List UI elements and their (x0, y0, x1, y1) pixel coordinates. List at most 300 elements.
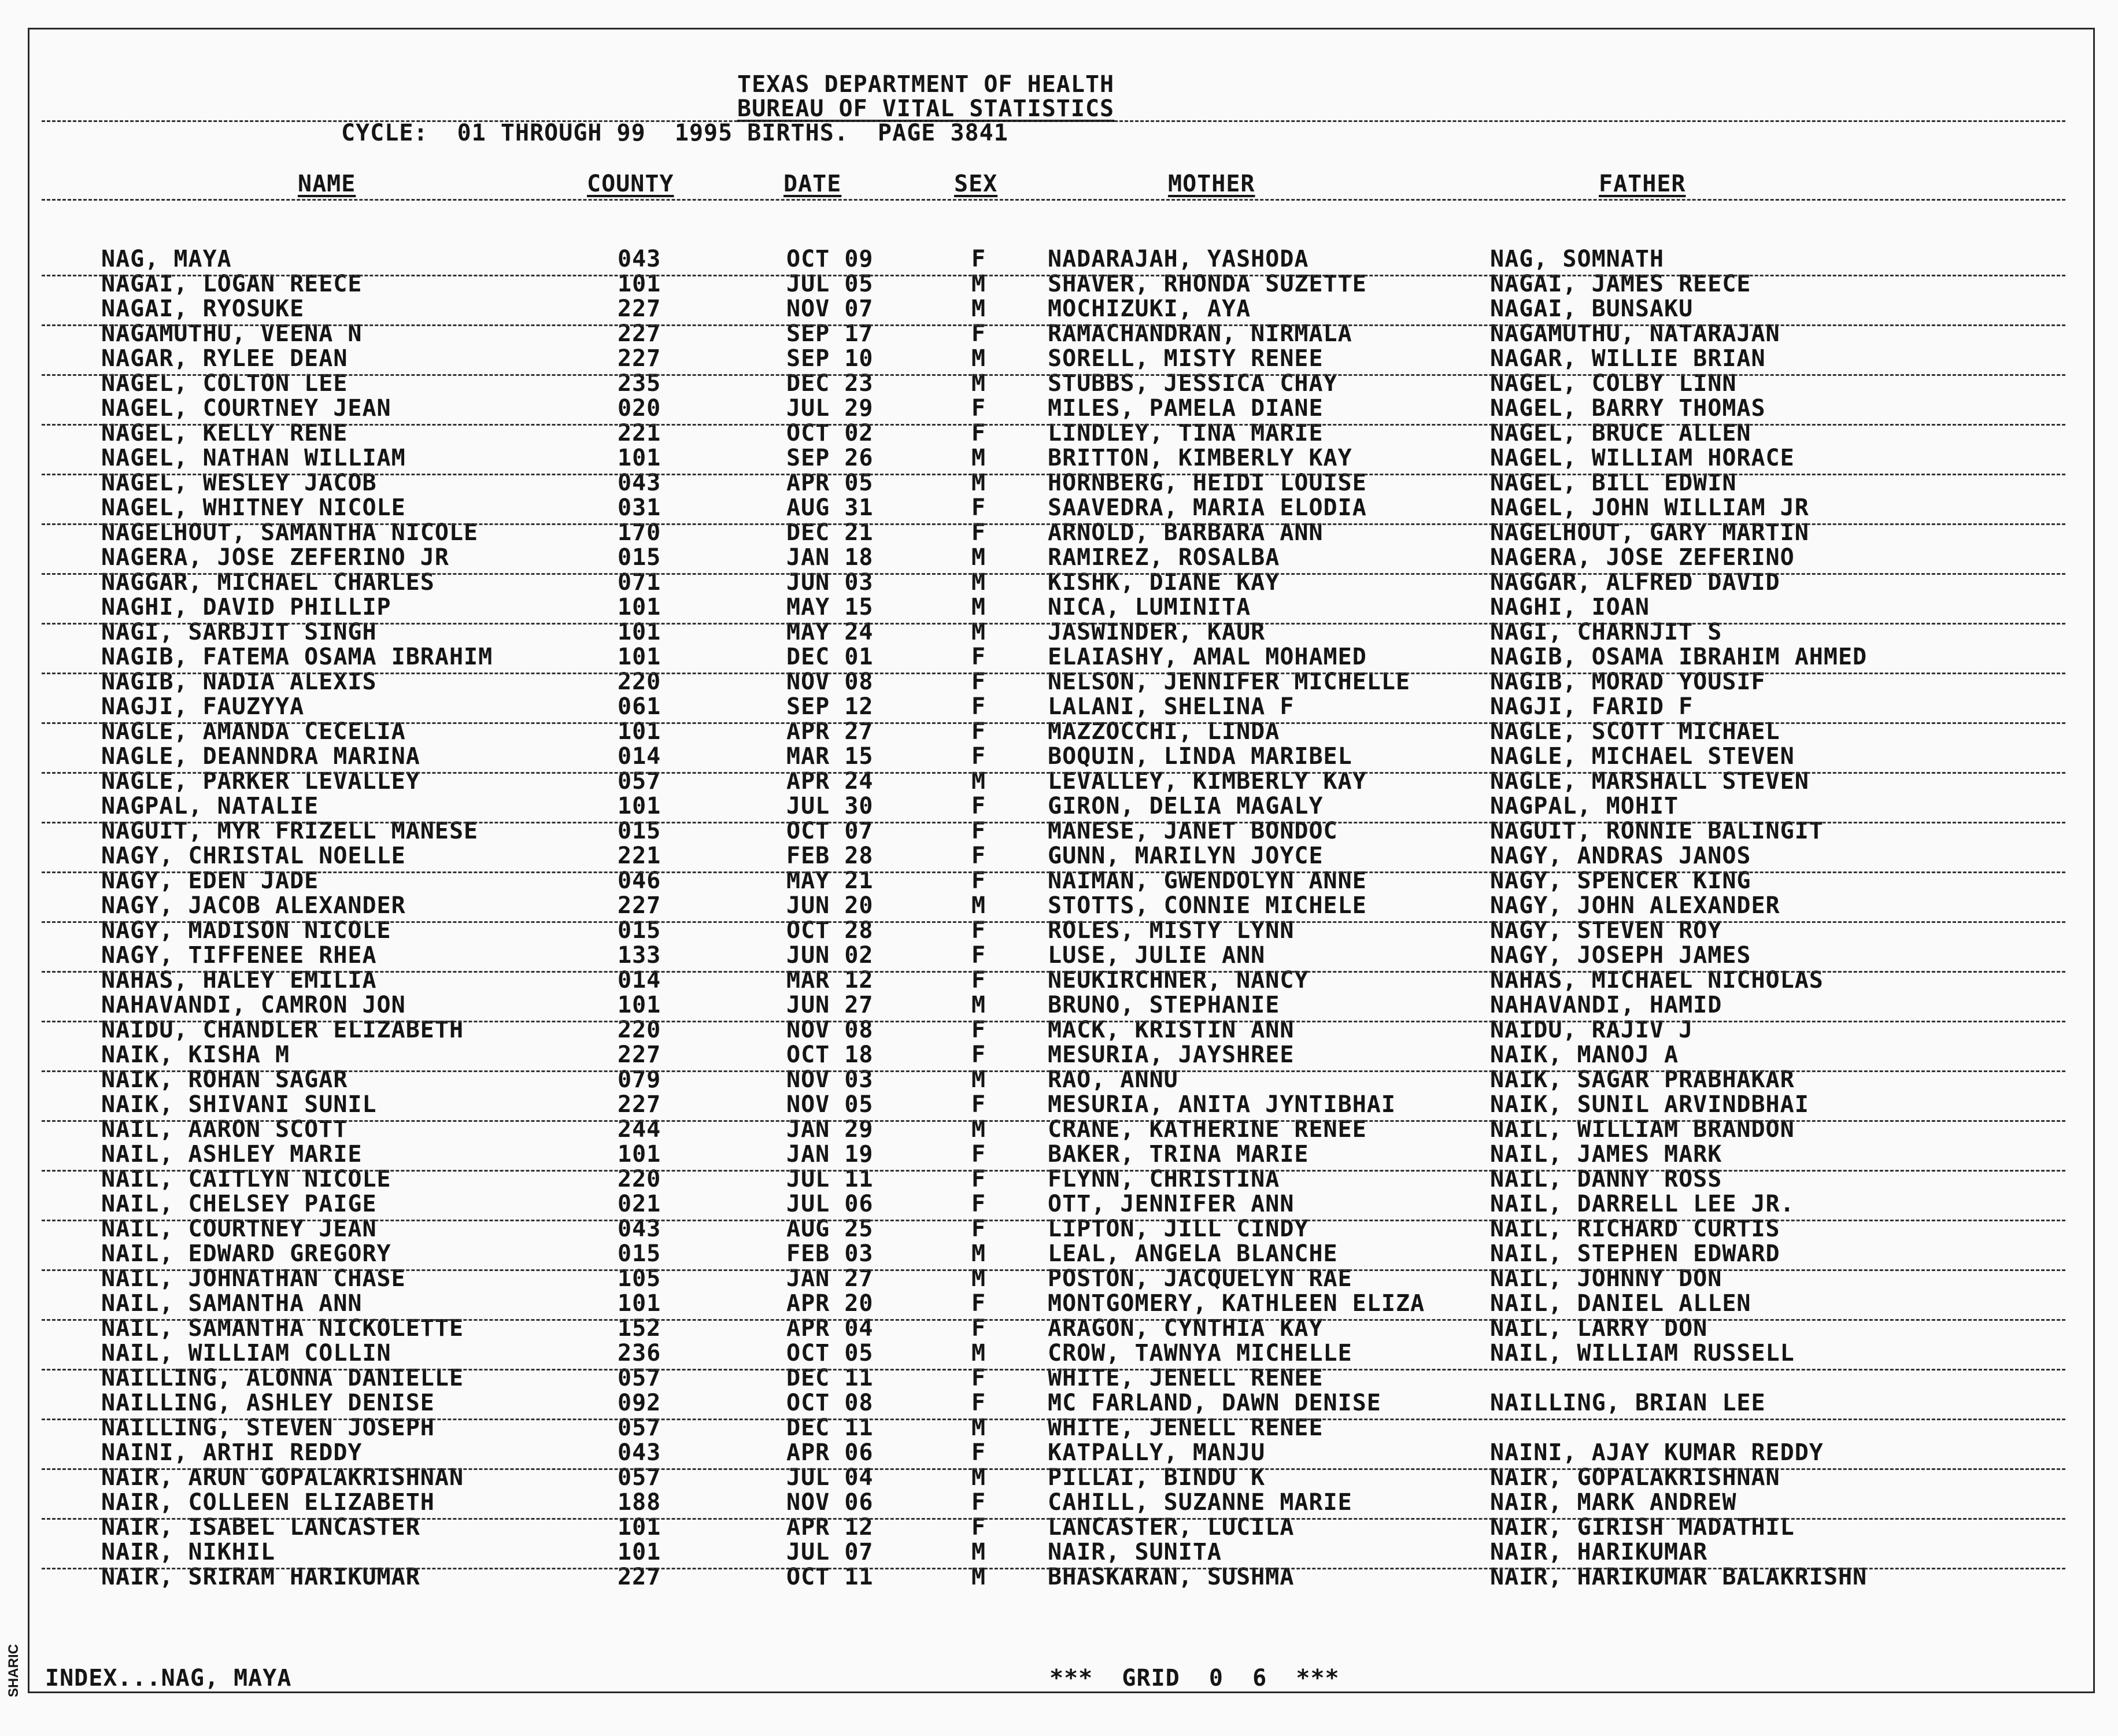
cell-county: 220 (618, 668, 661, 695)
cell-mother: ELAIASHY, AMAL MOHAMED (1048, 644, 1367, 670)
cell-county: 101 (618, 594, 661, 620)
table-row (0, 793, 2118, 819)
table-row (0, 495, 2118, 520)
cell-father: NAGY, JOSEPH JAMES (1490, 942, 1751, 969)
cell-name: NAGLE, AMANDA CECELIA (101, 718, 406, 745)
row-divider (42, 623, 2065, 625)
cell-county: 235 (618, 370, 661, 397)
cell-county: 227 (618, 892, 661, 919)
table-row (0, 1490, 2118, 1515)
cell-date: MAR 15 (786, 743, 874, 770)
cell-date: SEP 10 (786, 345, 874, 372)
cell-father: NAIL, DANIEL ALLEN (1490, 1290, 1751, 1317)
cell-date: AUG 31 (786, 494, 874, 521)
cell-name: NAIL, EDWARD GREGORY (101, 1240, 391, 1267)
cell-father: NAIK, MANOJ A (1490, 1041, 1679, 1068)
cell-mother: LEAL, ANGELA BLANCHE (1048, 1240, 1338, 1267)
cell-father: NAGEL, BARRY THOMAS (1490, 395, 1766, 422)
cell-mother: KATPALLY, MANJU (1048, 1439, 1266, 1466)
cell-father: NAGLE, MARSHALL STEVEN (1490, 768, 1809, 795)
cell-county: 188 (618, 1489, 661, 1516)
cell-name: NAGGAR, MICHAEL CHARLES (101, 569, 435, 596)
cell-sex: F (971, 644, 986, 670)
table-row (0, 346, 2118, 371)
cell-county: 221 (618, 420, 661, 446)
table-row (0, 1191, 2118, 1217)
cell-mother: MESURIA, ANITA JYNTIBHAI (1048, 1091, 1396, 1118)
cell-sex: F (971, 395, 986, 422)
cell-sex: M (971, 619, 986, 645)
cell-county: 057 (618, 1365, 661, 1391)
cell-name: NAGAI, LOGAN REECE (101, 271, 363, 297)
cell-mother: MACK, KRISTIN ANN (1048, 1017, 1295, 1043)
cell-mother: BRITTON, KIMBERLY KAY (1048, 445, 1352, 471)
cell-mother: BHASKARAN, SUSHMA (1048, 1564, 1295, 1590)
cell-date: DEC 11 (786, 1414, 874, 1441)
cell-mother: BRUNO, STEPHANIE (1048, 992, 1280, 1018)
cell-county: 221 (618, 843, 661, 869)
cell-name: NAGAR, RYLEE DEAN (101, 345, 348, 372)
footer-index: INDEX...NAG, MAYA (45, 1665, 292, 1691)
cell-date: JAN 29 (786, 1116, 874, 1143)
cell-county: 014 (618, 743, 661, 770)
cell-mother: LEVALLEY, KIMBERLY KAY (1048, 768, 1367, 795)
row-divider (42, 971, 2065, 973)
row-divider (42, 1468, 2065, 1470)
cell-father: NAGY, STEVEN ROY (1490, 917, 1723, 944)
cell-name: NAGEL, WHITNEY NICOLE (101, 494, 406, 521)
cell-name: NAHAVANDI, CAMRON JON (101, 992, 406, 1018)
row-divider (42, 1518, 2065, 1520)
cell-date: MAR 12 (786, 967, 874, 993)
cell-sex: M (971, 271, 986, 297)
cell-sex: F (971, 668, 986, 695)
table-row (0, 843, 2118, 869)
cell-date: APR 04 (786, 1315, 874, 1342)
cell-mother: PILLAI, BINDU K (1048, 1464, 1266, 1491)
cell-county: 061 (618, 693, 661, 720)
cell-date: OCT 02 (786, 420, 874, 446)
cell-father: NAGEL, WILLIAM HORACE (1490, 445, 1795, 471)
cell-date: JUL 11 (786, 1166, 874, 1192)
row-divider (42, 1269, 2065, 1271)
cell-mother: POSTON, JACQUELYN RAE (1048, 1265, 1352, 1292)
cell-father: NAHAVANDI, HAMID (1490, 992, 1723, 1018)
cell-name: NAINI, ARTHI REDDY (101, 1439, 363, 1466)
cell-mother: RAMIREZ, ROSALBA (1048, 544, 1280, 571)
cell-county: 079 (618, 1066, 661, 1093)
row-divider (42, 1369, 2065, 1371)
cell-sex: M (971, 1116, 986, 1143)
table-row (0, 1142, 2118, 1167)
cell-county: 021 (618, 1191, 661, 1217)
cell-county: 015 (618, 544, 661, 571)
cell-father: NAGLE, MICHAEL STEVEN (1490, 743, 1795, 770)
column-header-father: FATHER (1599, 171, 1686, 197)
cell-date: SEP 26 (786, 445, 874, 471)
cell-sex: F (971, 519, 986, 546)
cell-father: NAGPAL, MOHIT (1490, 793, 1679, 819)
cell-name: NAGY, EDEN JADE (101, 867, 319, 894)
cell-sex: M (971, 768, 986, 795)
cell-name: NAGLE, PARKER LEVALLEY (101, 768, 420, 795)
cell-name: NAILLING, ASHLEY DENISE (101, 1390, 435, 1416)
cell-name: NAG, MAYA (101, 246, 232, 272)
cell-date: OCT 09 (786, 246, 874, 272)
cell-father: NAIL, WILLIAM BRANDON (1490, 1116, 1795, 1143)
cell-county: 227 (618, 1091, 661, 1118)
cell-date: APR 12 (786, 1514, 874, 1541)
table-row (0, 992, 2118, 1018)
cell-county: 227 (618, 296, 661, 322)
cell-name: NAGEL, KELLY RENE (101, 420, 348, 446)
cell-mother: MESURIA, JAYSHREE (1048, 1041, 1295, 1068)
cell-name: NAGJI, FAUZYYA (101, 693, 305, 720)
cell-father: NAG, SOMNATH (1490, 246, 1664, 272)
cell-date: NOV 06 (786, 1489, 874, 1516)
cell-date: OCT 18 (786, 1041, 874, 1068)
cell-sex: M (971, 470, 986, 496)
cell-father: NAGI, CHARNJIT S (1490, 619, 1723, 645)
cell-mother: LALANI, SHELINA F (1048, 693, 1295, 720)
cell-sex: F (971, 793, 986, 819)
table-row (0, 893, 2118, 918)
table-row (0, 396, 2118, 421)
cell-name: NAILLING, ALONNA DANIELLE (101, 1365, 464, 1391)
column-header-county: COUNTY (587, 171, 674, 197)
cell-county: 227 (618, 320, 661, 347)
cell-date: JAN 27 (786, 1265, 874, 1292)
cell-mother: CROW, TAWNYA MICHELLE (1048, 1340, 1352, 1366)
cell-county: 101 (618, 1290, 661, 1317)
cell-father: NAIL, JAMES MARK (1490, 1141, 1723, 1168)
cell-county: 015 (618, 917, 661, 944)
cell-county: 220 (618, 1166, 661, 1192)
cell-county: 071 (618, 569, 661, 596)
cell-father: NAIL, STEPHEN EDWARD (1490, 1240, 1780, 1267)
cell-name: NAIK, SHIVANI SUNIL (101, 1091, 377, 1118)
cell-name: NAGAMUTHU, VEENA N (101, 320, 363, 347)
row-divider (42, 921, 2065, 923)
table-row (0, 943, 2118, 968)
cell-mother: WHITE, JENELL RENEE (1048, 1365, 1324, 1391)
row-divider (42, 1021, 2065, 1022)
cell-name: NAGEL, COURTNEY JEAN (101, 395, 391, 422)
cell-father: NAIK, SAGAR PRABHAKAR (1490, 1066, 1795, 1093)
cell-date: OCT 11 (786, 1564, 874, 1590)
cell-name: NAGY, CHRISTAL NOELLE (101, 843, 406, 869)
cell-mother: ROLES, MISTY LYNN (1048, 917, 1295, 944)
cell-county: 101 (618, 992, 661, 1018)
cell-name: NAHAS, HALEY EMILIA (101, 967, 377, 993)
cell-sex: M (971, 1240, 986, 1267)
row-divider (42, 374, 2065, 376)
cell-date: NOV 07 (786, 296, 874, 322)
cell-name: NAIL, ASHLEY MARIE (101, 1141, 363, 1168)
cell-sex: M (971, 345, 986, 372)
cell-mother: BAKER, TRINA MARIE (1048, 1141, 1309, 1168)
cell-father: NAGGAR, ALFRED DAVID (1490, 569, 1780, 596)
cell-father: NAIL, JOHNNY DON (1490, 1265, 1723, 1292)
table-row (0, 545, 2118, 570)
cell-mother: SAAVEDRA, MARIA ELODIA (1048, 494, 1367, 521)
cell-name: NAGERA, JOSE ZEFERINO JR (101, 544, 449, 571)
cell-county: 020 (618, 395, 661, 422)
cell-date: APR 20 (786, 1290, 874, 1317)
cell-mother: LANCASTER, LUCILA (1048, 1514, 1295, 1541)
cell-sex: F (971, 1191, 986, 1217)
cell-county: 101 (618, 793, 661, 819)
cell-name: NAIL, AARON SCOTT (101, 1116, 348, 1143)
cell-sex: F (971, 1166, 986, 1192)
cell-county: 227 (618, 1564, 661, 1590)
cell-father: NAIL, DARRELL LEE JR. (1490, 1191, 1795, 1217)
cell-sex: F (971, 967, 986, 993)
cell-mother: LIPTON, JILL CINDY (1048, 1216, 1309, 1242)
cell-date: NOV 05 (786, 1091, 874, 1118)
cell-father: NAIL, WILLIAM RUSSELL (1490, 1340, 1795, 1366)
cell-name: NAGELHOUT, SAMANTHA NICOLE (101, 519, 479, 546)
cell-date: JUN 03 (786, 569, 874, 596)
cell-county: 015 (618, 818, 661, 844)
cell-date: AUG 25 (786, 1216, 874, 1242)
cell-county: 101 (618, 445, 661, 471)
cell-mother: FLYNN, CHRISTINA (1048, 1166, 1280, 1192)
cell-mother: KISHK, DIANE KAY (1048, 569, 1280, 596)
row-divider (42, 722, 2065, 724)
cell-date: OCT 28 (786, 917, 874, 944)
cell-county: 031 (618, 494, 661, 521)
cell-sex: F (971, 718, 986, 745)
table-row (0, 445, 2118, 471)
cell-date: JUL 04 (786, 1464, 874, 1491)
cell-mother: CRANE, KATHERINE RENEE (1048, 1116, 1367, 1143)
cell-county: 057 (618, 768, 661, 795)
cell-mother: WHITE, JENELL RENEE (1048, 1414, 1324, 1441)
cell-father: NAGLE, SCOTT MICHAEL (1490, 718, 1780, 745)
cell-name: NAGY, JACOB ALEXANDER (101, 892, 406, 919)
divider-header (42, 199, 2065, 201)
cell-county: 043 (618, 470, 661, 496)
cell-sex: F (971, 867, 986, 894)
cell-sex: M (971, 1066, 986, 1093)
cell-date: JUN 20 (786, 892, 874, 919)
cell-sex: F (971, 818, 986, 844)
cell-county: 101 (618, 619, 661, 645)
cell-father: NAIR, HARIKUMAR BALAKRISHN (1490, 1564, 1868, 1590)
cell-sex: F (971, 1489, 986, 1516)
header-department: TEXAS DEPARTMENT OF HEALTH (737, 71, 1115, 98)
cell-father: NAIL, RICHARD CURTIS (1490, 1216, 1780, 1242)
cell-father: NAGIB, OSAMA IBRAHIM AHMED (1490, 644, 1868, 670)
cell-mother: SORELL, MISTY RENEE (1048, 345, 1324, 372)
cell-sex: F (971, 1514, 986, 1541)
cell-name: NAGIB, NADIA ALEXIS (101, 668, 377, 695)
cell-date: OCT 05 (786, 1340, 874, 1366)
cell-mother: BOQUIN, LINDA MARIBEL (1048, 743, 1352, 770)
cell-mother: MILES, PAMELA DIANE (1048, 395, 1324, 422)
cell-sex: M (971, 370, 986, 397)
cell-father: NAIR, GIRISH MADATHIL (1490, 1514, 1795, 1541)
cell-county: 101 (618, 1539, 661, 1565)
cell-date: JAN 18 (786, 544, 874, 571)
row-divider (42, 474, 2065, 475)
cell-mother: SHAVER, RHONDA SUZETTE (1048, 271, 1367, 297)
cell-date: OCT 07 (786, 818, 874, 844)
cell-sex: F (971, 917, 986, 944)
cell-county: 057 (618, 1464, 661, 1491)
cell-father: NAIR, HARIKUMAR (1490, 1539, 1708, 1565)
cell-county: 220 (618, 1017, 661, 1043)
cell-name: NAIR, SRIRAM HARIKUMAR (101, 1564, 420, 1590)
side-stamp-text: SHARIC (6, 1643, 21, 1697)
cell-date: JUN 27 (786, 992, 874, 1018)
cell-name: NAIL, SAMANTHA NICKOLETTE (101, 1315, 464, 1342)
cell-county: 227 (618, 1041, 661, 1068)
cell-sex: M (971, 1564, 986, 1590)
cell-date: DEC 01 (786, 644, 874, 670)
cell-father: NAGEL, JOHN WILLIAM JR (1490, 494, 1809, 521)
cell-father: NAGAR, WILLIE BRIAN (1490, 345, 1766, 372)
cell-father: NAIR, GOPALAKRISHNAN (1490, 1464, 1780, 1491)
cell-county: 101 (618, 1514, 661, 1541)
cell-father: NAGEL, BILL EDWIN (1490, 470, 1737, 496)
cell-name: NAILLING, STEVEN JOSEPH (101, 1414, 435, 1441)
table-row (0, 1440, 2118, 1465)
cell-date: JUN 02 (786, 942, 874, 969)
cell-sex: M (971, 1464, 986, 1491)
cell-sex: M (971, 1539, 986, 1565)
cell-name: NAIL, WILLIAM COLLIN (101, 1340, 391, 1366)
cell-father: NAILLING, BRIAN LEE (1490, 1390, 1766, 1416)
cell-mother: NELSON, JENNIFER MICHELLE (1048, 668, 1411, 695)
table-row (0, 1241, 2118, 1266)
cell-father: NAIK, SUNIL ARVINDBHAI (1490, 1091, 1809, 1118)
cell-sex: F (971, 1439, 986, 1466)
cell-date: JUL 30 (786, 793, 874, 819)
cell-mother: NAIR, SUNITA (1048, 1539, 1222, 1565)
cell-county: 101 (618, 1141, 661, 1168)
cell-mother: RAO, ANNU (1048, 1066, 1178, 1093)
cell-father: NAGAMUTHU, NATARAJAN (1490, 320, 1780, 347)
cell-mother: GUNN, MARILYN JOYCE (1048, 843, 1324, 869)
cell-sex: M (971, 296, 986, 322)
cell-name: NAIK, KISHA M (101, 1041, 290, 1068)
cell-mother: MAZZOCCHI, LINDA (1048, 718, 1280, 745)
table-row (0, 296, 2118, 322)
cell-date: SEP 17 (786, 320, 874, 347)
cell-date: APR 27 (786, 718, 874, 745)
cell-mother: CAHILL, SUZANNE MARIE (1048, 1489, 1352, 1516)
cell-mother: NADARAJAH, YASHODA (1048, 246, 1309, 272)
cell-county: 043 (618, 246, 661, 272)
cell-sex: F (971, 1041, 986, 1068)
cell-father: NAGEL, COLBY LINN (1490, 370, 1737, 397)
cell-mother: STUBBS, JESSICA CHAY (1048, 370, 1338, 397)
cell-county: 101 (618, 271, 661, 297)
cell-date: JUL 06 (786, 1191, 874, 1217)
cell-name: NAIR, NIKHIL (101, 1539, 275, 1565)
table-row (0, 1390, 2118, 1416)
cell-sex: F (971, 1290, 986, 1317)
row-divider (42, 1419, 2065, 1420)
cell-name: NAGI, SARBJIT SINGH (101, 619, 377, 645)
cell-sex: M (971, 1414, 986, 1441)
table-row (0, 1042, 2118, 1068)
cell-mother: GIRON, DELIA MAGALY (1048, 793, 1324, 819)
row-divider (42, 1070, 2065, 1072)
cell-father: NAIL, LARRY DON (1490, 1315, 1708, 1342)
row-divider (42, 324, 2065, 326)
cell-sex: M (971, 594, 986, 620)
cell-date: MAY 21 (786, 867, 874, 894)
cell-name: NAGAI, RYOSUKE (101, 296, 305, 322)
cell-sex: F (971, 494, 986, 521)
row-divider (42, 1120, 2065, 1122)
cell-name: NAGEL, COLTON LEE (101, 370, 348, 397)
cell-sex: M (971, 569, 986, 596)
cell-mother: NAIMAN, GWENDOLYN ANNE (1048, 867, 1367, 894)
cell-sex: M (971, 1340, 986, 1366)
table-row (0, 594, 2118, 620)
cell-county: 043 (618, 1439, 661, 1466)
cell-name: NAIK, ROHAN SAGAR (101, 1066, 348, 1093)
cell-name: NAGY, MADISON NICOLE (101, 917, 391, 944)
cell-name: NAIL, CAITLYN NICOLE (101, 1166, 391, 1192)
cell-mother: NEUKIRCHNER, NANCY (1048, 967, 1309, 993)
cell-date: JUL 29 (786, 395, 874, 422)
table-row (0, 1539, 2118, 1565)
row-divider (42, 424, 2065, 426)
cell-sex: F (971, 693, 986, 720)
cell-sex: F (971, 1091, 986, 1118)
cell-mother: MONTGOMERY, KATHLEEN ELIZA (1048, 1290, 1425, 1317)
cell-father: NAGERA, JOSE ZEFERINO (1490, 544, 1795, 571)
cell-father: NAINI, AJAY KUMAR REDDY (1490, 1439, 1824, 1466)
column-header-sex: SEX (954, 171, 998, 197)
row-divider (42, 1319, 2065, 1321)
cell-sex: F (971, 1017, 986, 1043)
cell-sex: M (971, 892, 986, 919)
cell-father: NAHAS, MICHAEL NICHOLAS (1490, 967, 1824, 993)
header-bureau: BUREAU OF VITAL STATISTICS (737, 95, 1115, 122)
row-divider (42, 871, 2065, 873)
cell-county: 092 (618, 1390, 661, 1416)
header-cycle: CYCLE: 01 THROUGH 99 1995 BIRTHS. PAGE 3841 (341, 120, 1008, 146)
cell-mother: JASWINDER, KAUR (1048, 619, 1266, 645)
cell-father: NAGHI, IOAN (1490, 594, 1650, 620)
cell-date: FEB 03 (786, 1240, 874, 1267)
column-header-date: DATE (783, 171, 842, 197)
cell-father: NAGAI, BUNSAKU (1490, 296, 1694, 322)
cell-county: 133 (618, 942, 661, 969)
cell-sex: M (971, 544, 986, 571)
row-divider (42, 772, 2065, 774)
cell-sex: M (971, 992, 986, 1018)
cell-mother: OTT, JENNIFER ANN (1048, 1191, 1295, 1217)
cell-mother: RAMACHANDRAN, NIRMALA (1048, 320, 1352, 347)
cell-mother: MOCHIZUKI, AYA (1048, 296, 1251, 322)
table-row (0, 1291, 2118, 1316)
cell-county: 152 (618, 1315, 661, 1342)
cell-name: NAIR, COLLEEN ELIZABETH (101, 1489, 435, 1516)
cell-name: NAIL, COURTNEY JEAN (101, 1216, 377, 1242)
cell-county: 057 (618, 1414, 661, 1441)
cell-name: NAIR, ISABEL LANCASTER (101, 1514, 420, 1541)
cell-sex: F (971, 743, 986, 770)
cell-date: NOV 03 (786, 1066, 874, 1093)
side-stamp (2, 1639, 25, 1697)
